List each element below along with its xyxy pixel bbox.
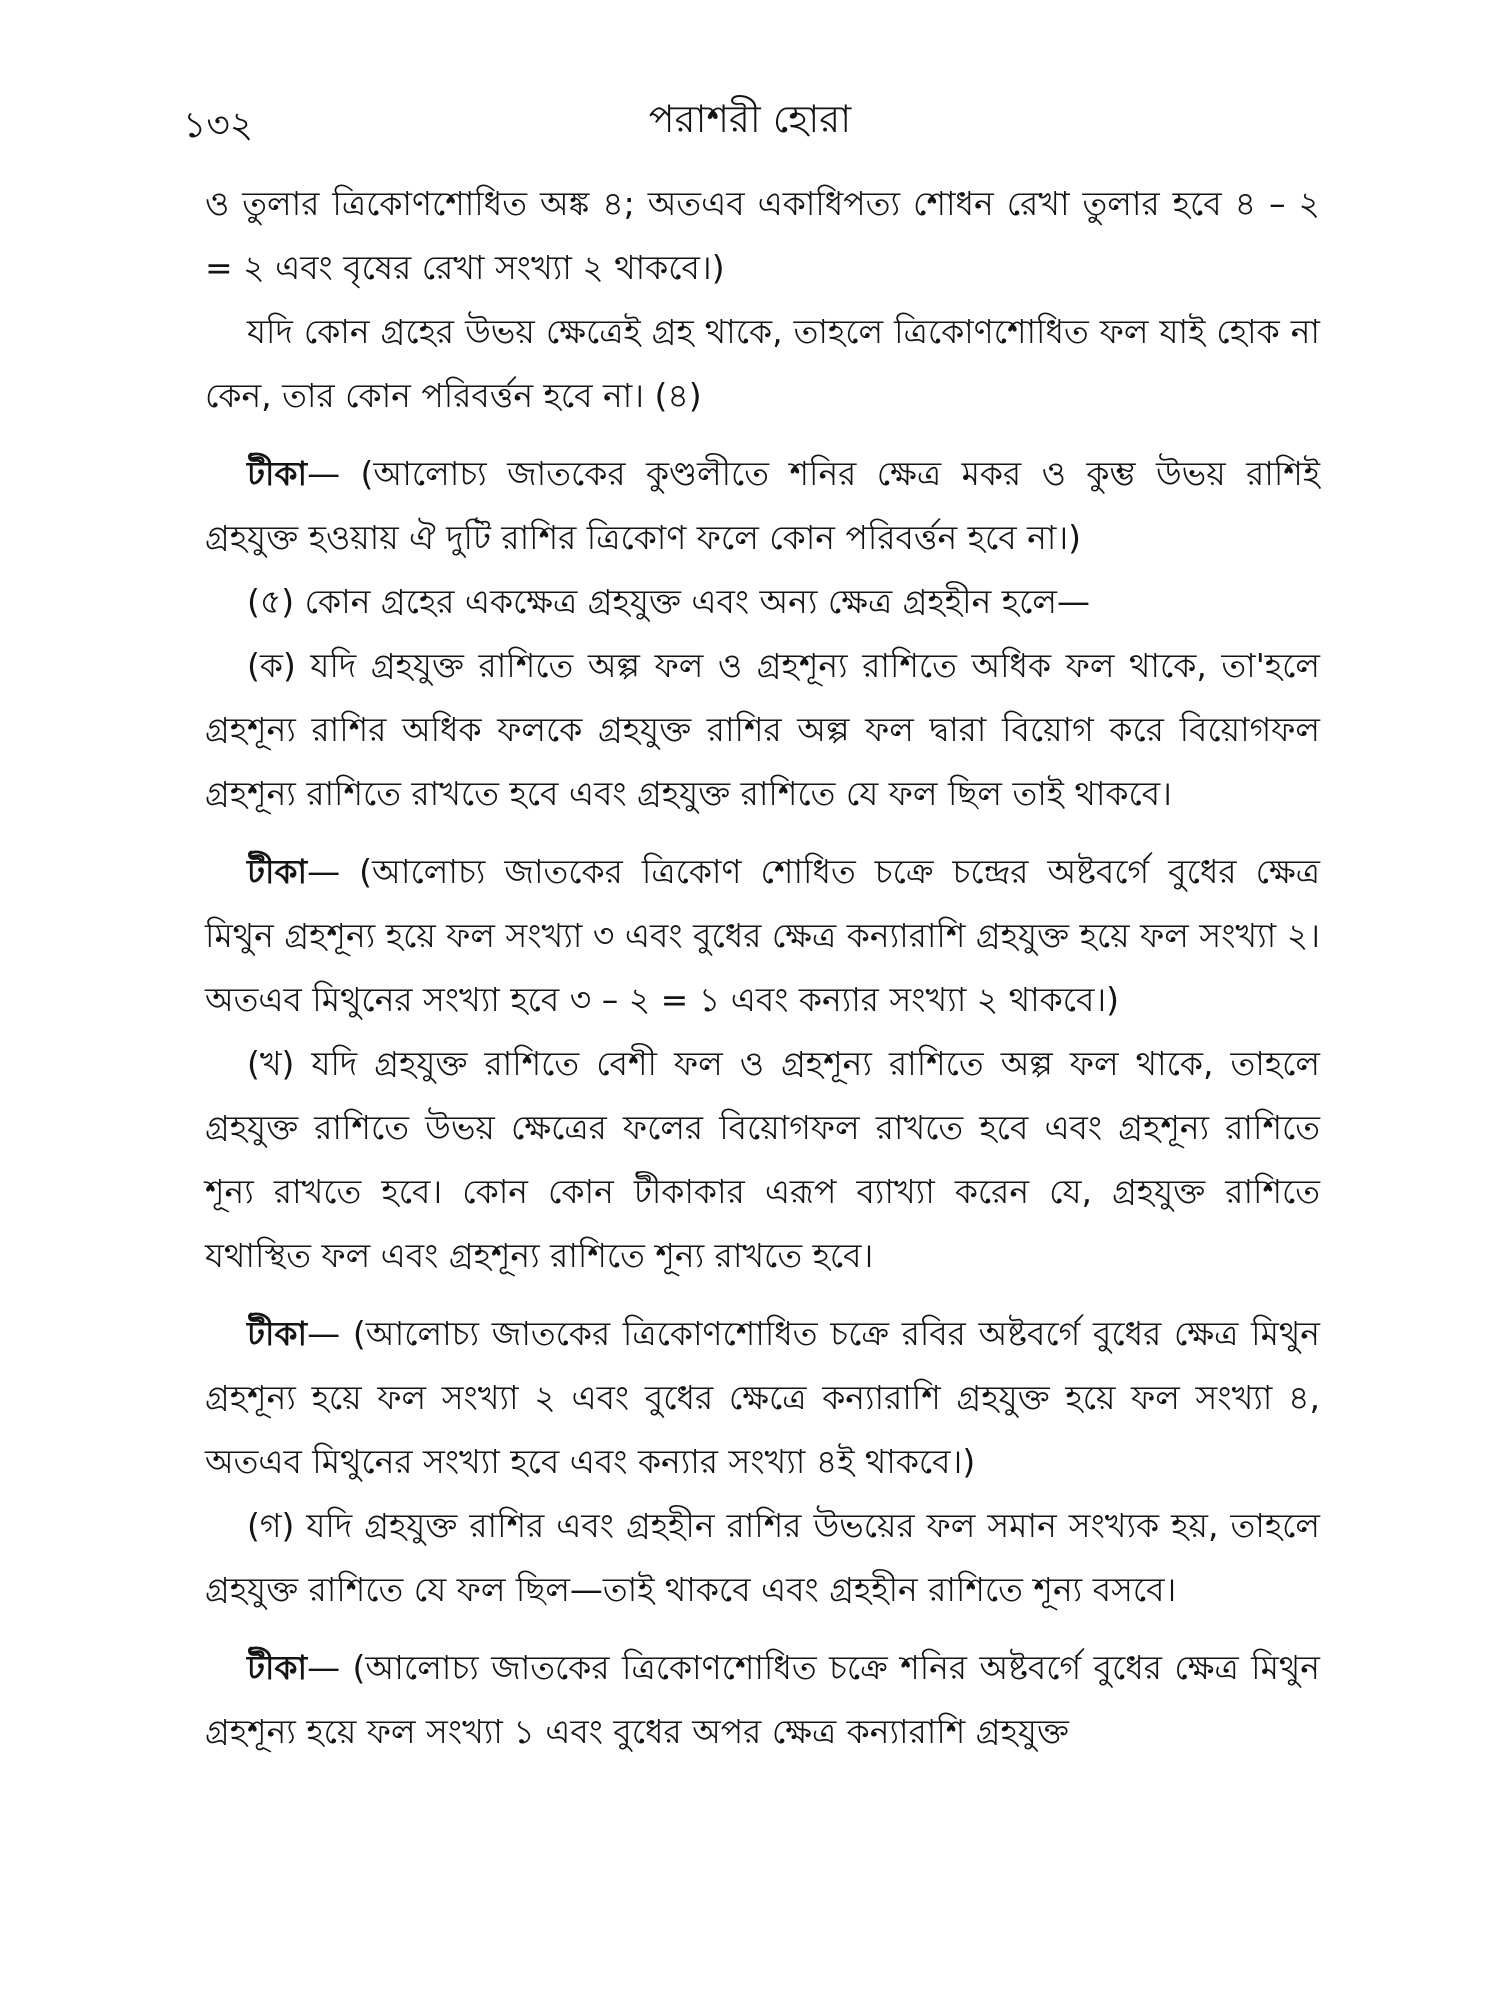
- paragraph-text: (খ) যদি গ্রহযুক্ত রাশিতে বেশী ফল ও গ্রহশূন্য রাশিতে অল্প ফল থাকে, তাহলে গ্রহযুক্ত রাশিতে উভয় ক্ষেত্রের ফলের বিয়োগফল রাখতে হবে এবং গ্রহশূন্য রাশিতে শূন্য রাখতে হবে। কোন কোন টীকাকার এরূপ ব্যাখ্যা করেন যে, গ্রহযুক্ত রাশিতে যথাস্থিত ফল এবং গ্রহশূন্য রাশিতে শূন্য রাখতে হবে।: [205, 1044, 1320, 1275]
- commentary-note: [205, 840, 1320, 1032]
- paragraph-rule-5-ga: [205, 1494, 1320, 1622]
- commentary-text: — (আলোচ্য জাতকের ত্রিকোণশোধিত চক্রে রবির অষ্টবর্গে বুধের ক্ষেত্র মিথুন গ্রহশূন্য হয়ে ফল সংখ্যা ২ এবং বুধের ক্ষেত্রে কন্যারাশি গ্রহযুক্ত হয়ে ফল সংখ্যা ৪, অতএব মিথুনের সংখ্যা হবে এবং কন্যার সংখ্যা ৪ই থাকবে।): [205, 1314, 1320, 1481]
- paragraph-rule-4: [205, 300, 1320, 428]
- paragraph-text: (ক) যদি গ্রহযুক্ত রাশিতে অল্প ফল ও গ্রহশূন্য রাশিতে অধিক ফল থাকে, তা'হলে গ্রহশূন্য রাশির অধিক ফলকে গ্রহযুক্ত রাশির অল্প ফল দ্বারা বিয়োগ করে বিয়োগফল গ্রহশূন্য রাশিতে রাখতে হবে এবং গ্রহযুক্ত রাশিতে যে ফল ছিল তাই থাকবে।: [205, 646, 1320, 813]
- commentary-text: — (আলোচ্য জাতকের ত্রিকোণশোধিত চক্রে শনির অষ্টবর্গে বুধের ক্ষেত্র মিথুন গ্রহশূন্য হয়ে ফল সংখ্যা ১ এবং বুধের অপর ক্ষেত্র কন্যারাশি গ্রহযুক্ত: [205, 1648, 1320, 1751]
- page-number: ১৩২: [183, 105, 254, 146]
- paragraph-rule-5-kha: [205, 1032, 1320, 1288]
- paragraph-continuation: [205, 172, 1320, 300]
- commentary-text: — (আলোচ্য জাতকের ত্রিকোণ শোধিত চক্রে চন্দ্রের অষ্টবর্গে বুধের ক্ষেত্র মিথুন গ্রহশূন্য হয়ে ফল সংখ্যা ৩ এবং বুধের ক্ষেত্র কন্যারাশি গ্রহযুক্ত হয়ে ফল সংখ্যা ২। অতএব মিথুনের সংখ্যা হবে ৩ – ২ = ১ এবং কন্যার সংখ্যা ২ থাকবে।): [205, 852, 1320, 1019]
- commentary-label: টীকা: [247, 852, 308, 891]
- paragraph-text: (গ) যদি গ্রহযুক্ত রাশির এবং গ্রহহীন রাশির উভয়ের ফল সমান সংখ্যক হয়, তাহলে গ্রহযুক্ত রাশিতে যে ফল ছিল—তাই থাকবে এবং গ্রহহীন রাশিতে শূন্য বসবে।: [205, 1506, 1320, 1609]
- commentary-text: — (আলোচ্য জাতকের কুণ্ডলীতে শনির ক্ষেত্র মকর ও কুম্ভ উভয় রাশিই গ্রহযুক্ত হওয়ায় ঐ দুটি রাশির ত্রিকোণ ফলে কোন পরিবর্ত্তন হবে না।): [205, 454, 1320, 557]
- commentary-label: টীকা: [247, 1314, 308, 1353]
- commentary-note: [205, 1302, 1320, 1494]
- paragraph-text: যদি কোন গ্রহের উভয় ক্ষেত্রেই গ্রহ থাকে, তাহলে ত্রিকোণশোধিত ফল যাই হোক না কেন, তার কোন পরিবর্ত্তন হবে না। (৪): [205, 312, 1320, 415]
- page-body: [205, 172, 1320, 1764]
- commentary-label: টীকা: [247, 1648, 308, 1687]
- commentary-label: টীকা: [247, 454, 308, 493]
- page-header: [175, 90, 1325, 150]
- commentary-note: [205, 1636, 1320, 1764]
- paragraph-rule-5: [205, 570, 1320, 634]
- running-title: পরাশরী হোরা: [648, 97, 852, 141]
- paragraph-text: ও তুলার ত্রিকোণশোধিত অঙ্ক ৪; অতএব একাধিপত্য শোধন রেখা তুলার হবে ৪ – ২ = ২ এবং বৃষের রেখা সংখ্যা ২ থাকবে।): [205, 184, 1320, 287]
- commentary-note: [205, 442, 1320, 570]
- paragraph-rule-5-ka: [205, 634, 1320, 826]
- paragraph-text: (৫) কোন গ্রহের একক্ষেত্র গ্রহযুক্ত এবং অন্য ক্ষেত্র গ্রহহীন হলে—: [247, 582, 1090, 621]
